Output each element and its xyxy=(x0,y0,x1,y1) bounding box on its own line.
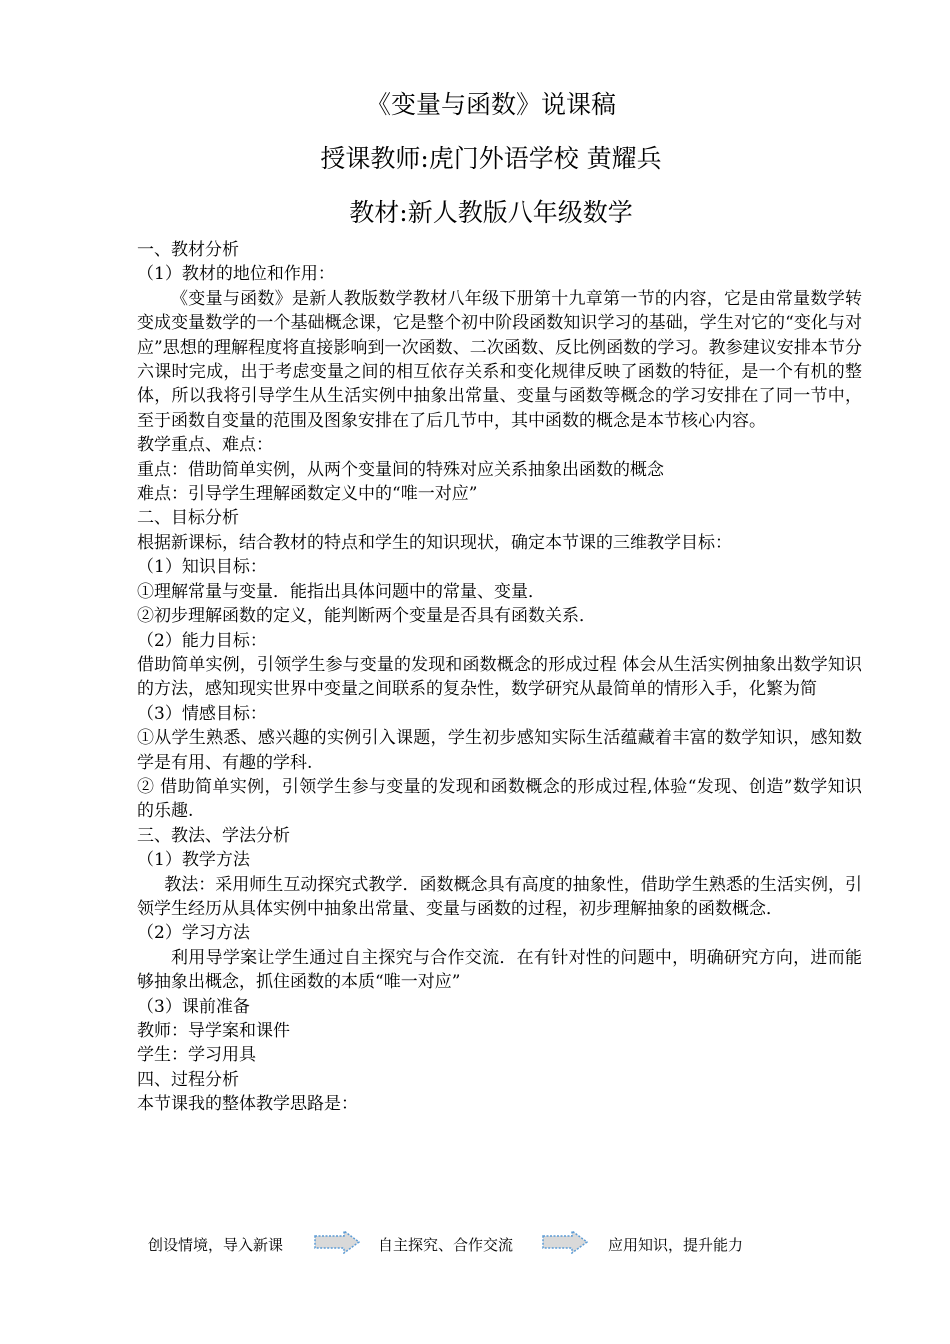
text-line: 四、过程分析 xyxy=(137,1069,239,1090)
right-arrow-icon xyxy=(542,1230,588,1254)
text-line: 利用导学案让学生通过自主探究与合作交流．在有针对性的问题中，明确研究方向，进而能够抽象出概念，抓住函数的本质“唯一对应” xyxy=(137,947,862,993)
text-line: 教师：导学案和课件 xyxy=(137,1021,290,1041)
title-block xyxy=(0,88,950,250)
flow-step-2: 自主探究、合作交流 xyxy=(378,1236,514,1254)
document-body xyxy=(137,238,862,1117)
text-line: 难点：引导学生理解函数定义中的“唯一对应” xyxy=(137,484,478,505)
text-line: 三、教法、学法分析 xyxy=(137,825,290,846)
text-line: 教学重点、难点： xyxy=(137,435,273,456)
text-line: 学生：学习用具 xyxy=(137,1045,256,1066)
text-line: 根据新课标，结合教材的特点和学生的知识现状，确定本节课的三维教学目标： xyxy=(137,532,732,553)
text-line: （2）学习方法 xyxy=(137,923,250,944)
text-line: 《变量与函数》是新人教版数学教材八年级下册第十九章第一节的内容，它是由常量数学转变成变量数学的一个基础概念课，它是整个初中阶段函数知识学习的基础，学生对它的“变化与对应”思想的理解程度将直接影响到一次函数、二次函数、反比例函数的学习。教参建议安排本节分六课时完成，出于考虑变量之间的相互依存关系和变化规律反映了函数的特征，是一个有机的整体，所以我将引导学生从生活实例中抽象出常量、变量与函数等概念的学习安排在了同一节中，至于函数自变量的范围及图象安排在了后几节中，其中函数的概念是本节核心内容。 xyxy=(137,288,862,431)
text-line: 借助简单实例，引领学生参与变量的发现和函数概念的形成过程 体会从生活实例抽象出数学知识的方法，感知现实世界中变量之间联系的复杂性，数学研究从最简单的情形入手，化繁为简 xyxy=(137,654,862,700)
text-line: （1）教材的地位和作用： xyxy=(137,264,335,285)
text-line: （2）能力目标： xyxy=(137,630,267,651)
text-line: ①从学生熟悉、感兴趣的实例引入课题，学生初步感知实际生活蕴藏着丰富的数学知识，感知数学是有用、有趣的学科. xyxy=(137,728,862,773)
text-line: ①理解常量与变量．能指出具体问题中的常量、变量． xyxy=(137,581,545,602)
text-line: （3）课前准备 xyxy=(137,996,250,1017)
document-title: 《变量与函数》说课稿 xyxy=(365,90,616,119)
textbook-line: 教材:新人教版八年级数学 xyxy=(349,198,633,227)
teaching-flow xyxy=(148,1230,848,1258)
text-line: ②初步理解函数的定义，能判断两个变量是否具有函数关系． xyxy=(137,606,596,627)
text-line: 本节课我的整体教学思路是： xyxy=(137,1094,358,1115)
right-arrow-icon xyxy=(314,1230,360,1254)
teacher-line: 授课教师:虎门外语学校 黄耀兵 xyxy=(320,144,662,173)
text-line: 重点：借助简单实例，从两个变量间的特殊对应关系抽象出函数的概念 xyxy=(137,459,664,480)
flow-step-1: 创设情境，导入新课 xyxy=(148,1236,284,1254)
text-line: 教法：采用师生互动探究式教学．函数概念具有高度的抽象性，借助学生熟悉的生活实例，引领学生经历从具体实例中抽象出常量、变量与函数的过程，初步理解抽象的函数概念． xyxy=(137,874,862,919)
text-line: 一、教材分析 xyxy=(137,240,239,260)
text-line: （3）情感目标： xyxy=(137,703,267,724)
text-line: ② 借助简单实例，引领学生参与变量的发现和函数概念的形成过程,体验“发现、创造”数学知识的乐趣. xyxy=(137,776,862,822)
text-line: （1）知识目标： xyxy=(137,557,267,578)
text-line: 二、目标分析 xyxy=(137,508,239,529)
flow-step-3: 应用知识，提升能力 xyxy=(608,1236,744,1254)
text-line: （1）教学方法 xyxy=(137,850,250,871)
